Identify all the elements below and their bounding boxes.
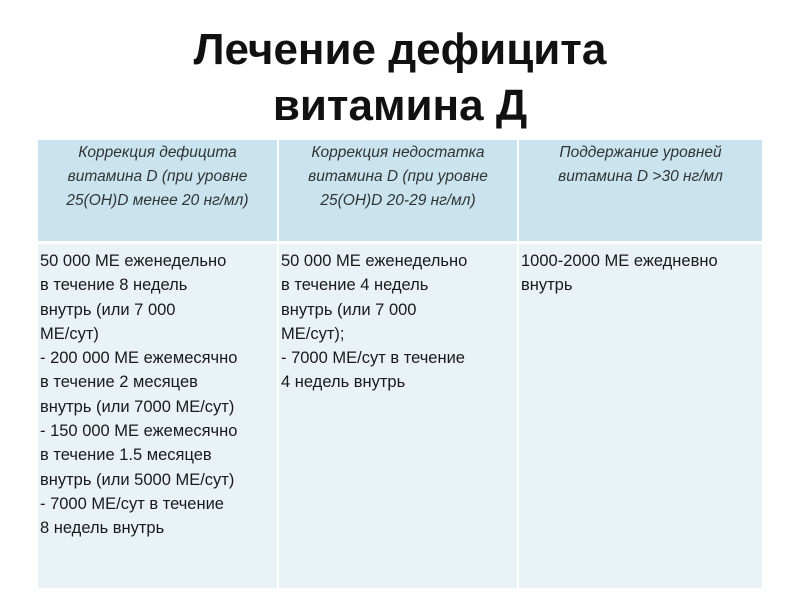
cell-maintenance-regimen: 1000-2000 МЕ ежедневно внутрь [518,243,762,589]
header-level-maintenance: Поддержание уровней витамина D >30 нг/мл [518,140,762,243]
cell-deficiency-regimen: 50 000 МЕ еженедельно в течение 8 недель внутрь (или 7 000 МЕ/сут) - 200 000 МЕ ежемесячно в течение 2 месяцев внутрь (или 7000 МЕ/сут) - 150 000 МЕ ежемесячно в течение 1.5 месяцев внутрь (или 5000 МЕ/сут) - 7000 МЕ/сут в течение 8 недель внутрь [38,243,278,589]
page-title-line-2: витамина Д [272,81,528,130]
table-row [38,243,762,589]
header-deficiency-correction: Коррекция дефицита витамина D (при уровне 25(OH)D менее 20 нг/мл) [38,140,278,243]
treatment-table [38,140,762,588]
table-header-row [38,140,762,243]
page-title-line-1: Лечение дефицита [193,25,607,74]
treatment-table-grid [38,140,762,588]
cell-insufficiency-regimen: 50 000 МЕ еженедельно в течение 4 недель внутрь (или 7 000 МЕ/сут); - 7000 МЕ/сут в течение 4 недель внутрь [278,243,518,589]
page-title [0,22,800,134]
header-insufficiency-correction: Коррекция недостатка витамина D (при уровне 25(OH)D 20-29 нг/мл) [278,140,518,243]
